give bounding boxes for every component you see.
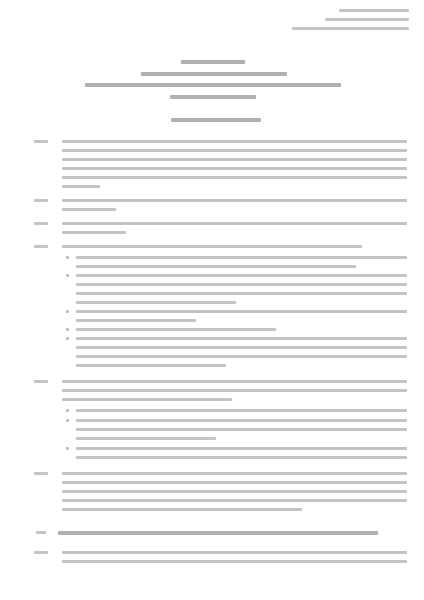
section-heading: [171, 118, 261, 122]
